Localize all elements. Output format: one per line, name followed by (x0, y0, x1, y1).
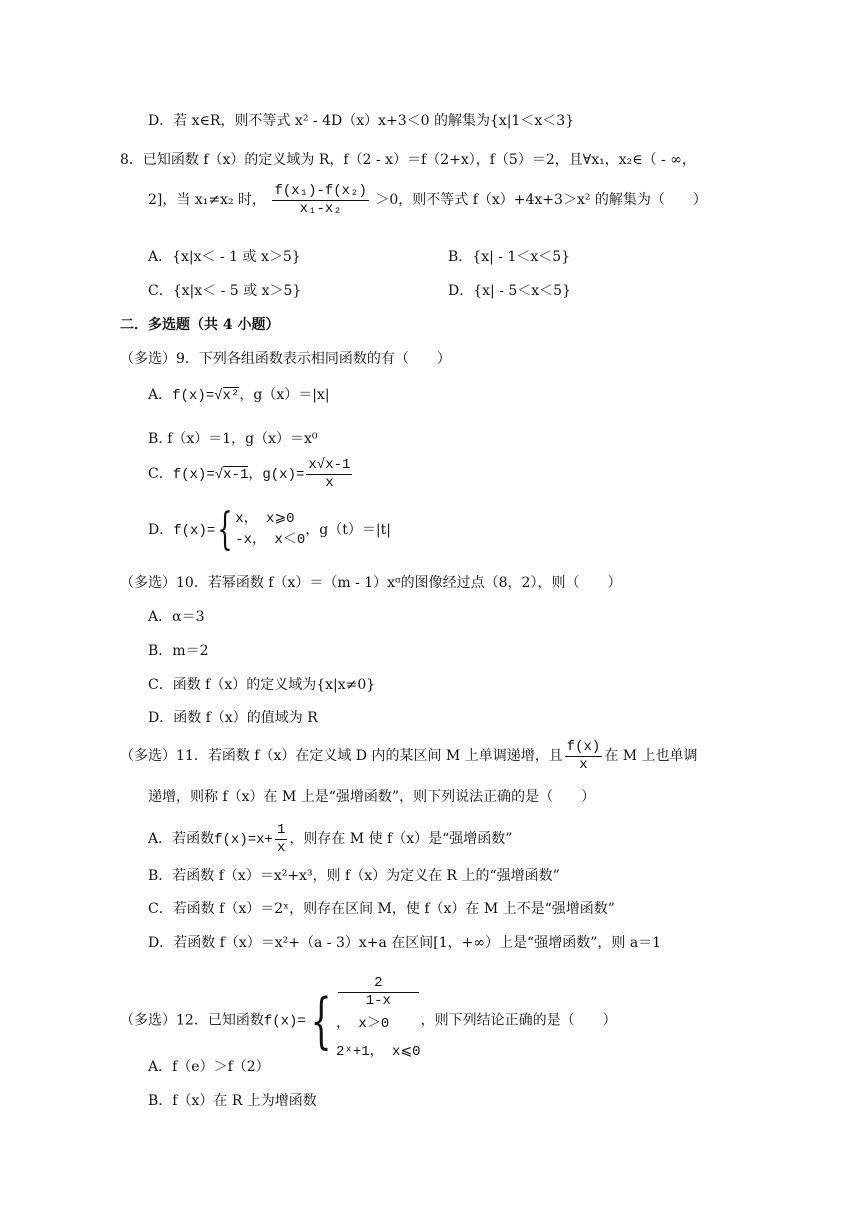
q9-option-a (148, 385, 330, 406)
q9-a-sqrt: √x² (214, 388, 240, 404)
q10-option-a: A．α＝3 (148, 609, 205, 625)
q12-case1-fraction (338, 975, 419, 1010)
q12-case2: 2ˣ+1， x⩽0 (336, 1044, 421, 1060)
q9-d-f: f(x)= (173, 523, 216, 539)
section-title: 二．多选题（共 4 小题） (120, 317, 280, 333)
q9-d-brace: { (217, 504, 233, 555)
q12-f: f(x)= (263, 1013, 306, 1030)
q8-option-c: C．{x|x＜ - 5 或 x＞5} (148, 283, 302, 299)
q9-c-radicand: x-1 (223, 467, 249, 483)
q8-stem-line1: 8．已知函数 f（x）的定义域为 R，f（2 - x）＝f（2+x），f（5）＝2，且∀x₁，x₂∈（ - ∞， (120, 152, 696, 168)
q11-a-pre: A．若函数 (148, 831, 215, 847)
q11-stem-line2: 递增，则称 f（x）在 M 上是“强增函数”，则下列说法正确的是（ ） (148, 789, 596, 805)
q8-stem-pre: 2]，当 x₁≠x₂ 时， (148, 192, 267, 208)
q10-stem: （多选）10．若幂函数 f（x）＝（m - 1）xᵅ的图像经过点（8，2），则（ ） (120, 575, 622, 591)
q10-option-b: B．m＝2 (148, 643, 209, 659)
q9-d-case2: -x， x＜0 (235, 532, 306, 548)
q8-stem-line2 (148, 180, 707, 220)
q11-a-f: f(x)=x+ (214, 832, 273, 848)
q9-c-label: C． (148, 466, 173, 482)
q8-frac-num: f(x₁)-f(x₂) (274, 182, 367, 199)
q10-option-d: D．函数 f（x）的值域为 R (148, 710, 318, 726)
q11-option-b: B．若函数 f（x）＝x²+x³，则 f（x）为定义在 R 上的“强增函数” (148, 868, 560, 884)
q9-a-radicand: x² (222, 388, 240, 404)
q9-c-num-radicand: x-1 (325, 456, 351, 473)
q8-fraction (272, 183, 368, 218)
q9-c-num-x: x (308, 456, 317, 473)
q9-a-f: f(x)= (172, 388, 215, 404)
q9-option-d (148, 506, 391, 555)
q12-case1-num: 2 (338, 975, 419, 993)
q8-option-d: D．{x| - 5＜x＜5} (448, 283, 571, 299)
q12-stem-pre: （多选）12．已知函数 (120, 1012, 264, 1029)
q9-a-g: ，g（x）＝|x| (239, 387, 330, 403)
q11-frac-den: x (579, 756, 588, 773)
q9-d-case1: x， x⩾0 (235, 511, 295, 527)
q9-c-f: f(x)= (172, 467, 215, 483)
q11-frac-num: f(x) (566, 738, 601, 755)
q11-fraction (565, 739, 603, 774)
q12-case1 (336, 975, 421, 1038)
q12-cases (336, 975, 421, 1066)
q9-c-frac-den: x (325, 474, 334, 491)
q8-option-a: A．{x|x＜ - 1 或 x＞5} (148, 249, 301, 265)
q8-stem-post: ＞0，则不等式 f（x）+4x+3＞x² 的解集为（ ） (375, 192, 707, 208)
q9-c-g: ，g(x)= (248, 467, 305, 483)
q12-stem-post: ，则下列结论正确的是（ ） (420, 1012, 617, 1029)
q12-option-b: B．f（x）在 R 上为增函数 (148, 1093, 317, 1109)
q11-stem-pre: （多选）11．若函数 f（x）在定义域 D 内的某区间 M 上单调递增，且 (120, 748, 563, 764)
q9-c-frac-num: x√x-1 (308, 456, 351, 473)
q9-d-cases (235, 509, 305, 551)
q11-a-fraction (275, 822, 287, 857)
q9-option-c (148, 454, 354, 495)
q8-option-b: B．{x| - 1＜x＜5} (448, 249, 571, 265)
q11-stem-line1 (120, 736, 698, 776)
q11-a-den: x (276, 839, 286, 856)
q12-option-a: A．f（e）＞f（2） (148, 1059, 270, 1075)
q11-a-post: ，则存在 M 使 f（x）是“强增函数” (289, 831, 513, 847)
q9-a-label: A． (148, 387, 173, 403)
q12-stem (120, 975, 617, 1066)
q11-option-c: C．若函数 f（x）＝2ˣ，则存在区间 M，使 f（x）在 M 上不是“强增函数” (148, 901, 615, 917)
q9-d-g: ，g（t）＝|t| (305, 522, 391, 538)
q9-c-sqrt: √x-1 (214, 467, 249, 483)
q7-option-d: D．若 x∈R，则不等式 x² - 4D（x）x+3＜0 的解集为{x|1＜x＜3} (148, 113, 575, 129)
q12-case1-cond: ， x＞0 (336, 1016, 390, 1032)
q11-option-d: D．若函数 f（x）＝x²+（a - 3）x+a 在区间[1，+∞）上是“强增函数”，则 a＝1 (148, 935, 662, 951)
q12-brace: { (310, 985, 332, 1056)
q9-stem: （多选）9．下列各组函数表示相同函数的有（ ） (120, 351, 451, 367)
q11-a-num: 1 (276, 821, 286, 838)
q12-case1-den: 1-x (365, 993, 391, 1009)
q11-option-a (148, 819, 512, 860)
q9-option-b: B. f（x）＝1，g（x）＝x⁰ (148, 431, 318, 447)
q8-frac-den: x₁-x₂ (299, 200, 342, 217)
q9-c-fraction (306, 457, 352, 492)
q11-stem-post: 在 M 上也单调 (604, 748, 698, 764)
q9-d-label: D． (148, 522, 174, 538)
q10-option-c: C．函数 f（x）的定义域为{x|x≠0} (148, 677, 376, 693)
